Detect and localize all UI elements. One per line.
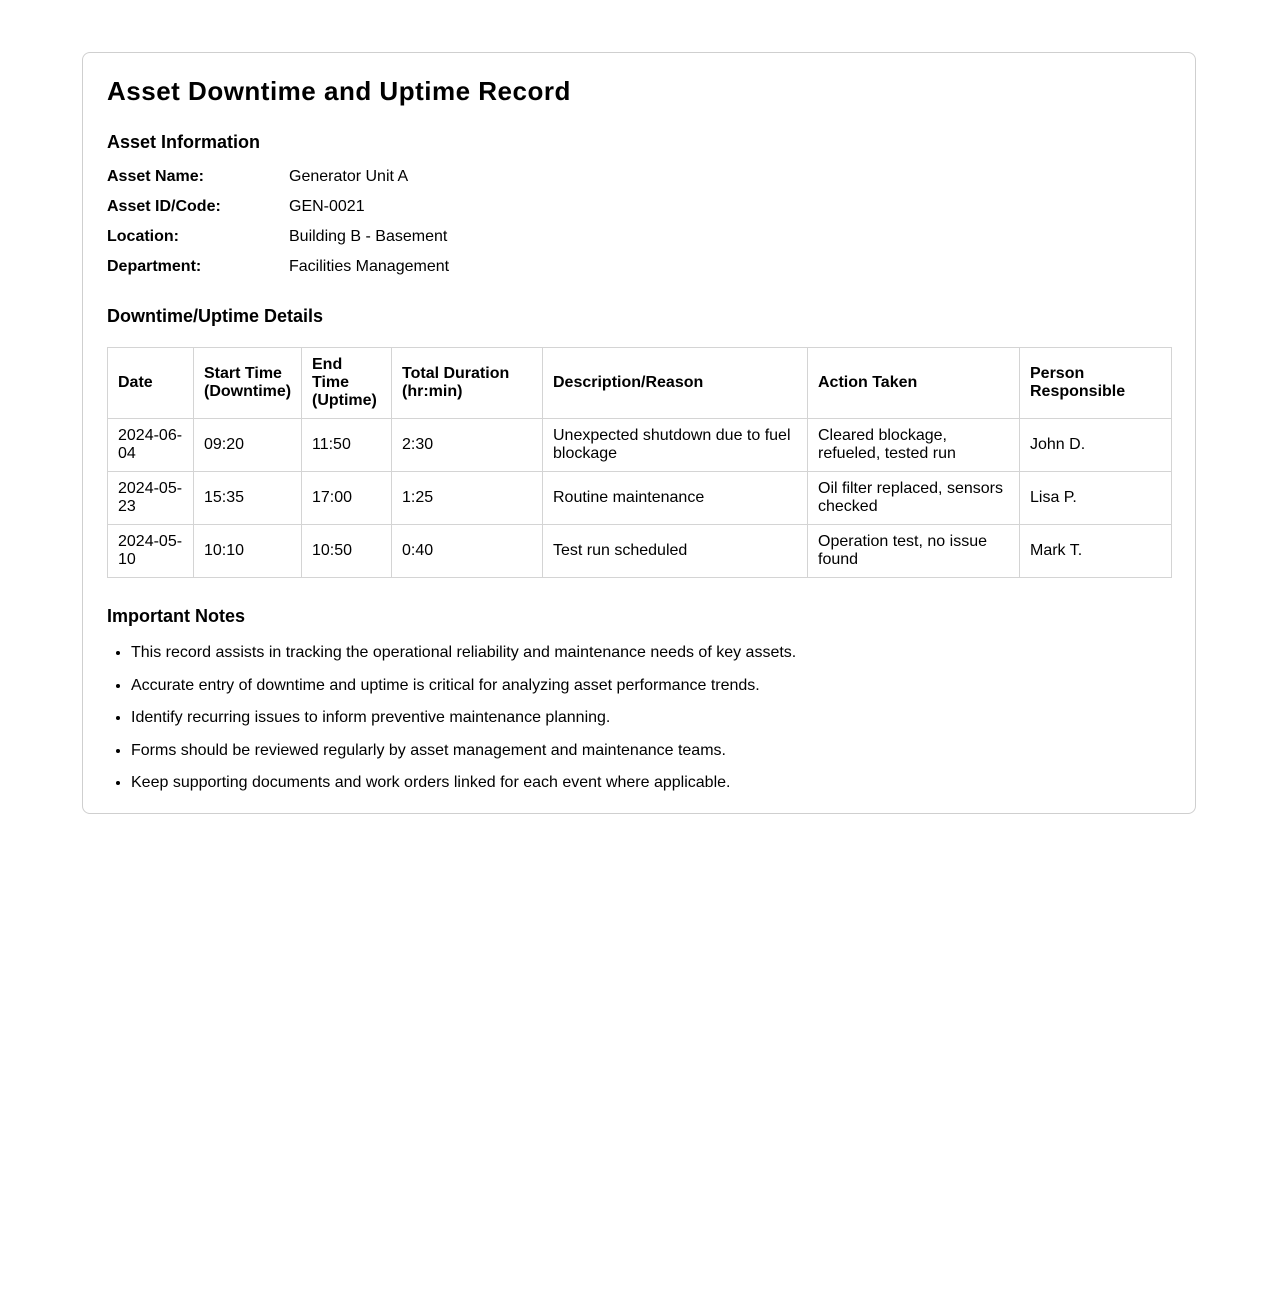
- downtime-table: [107, 347, 1172, 578]
- cell-person: Mark T.: [1020, 525, 1172, 578]
- notes-list: [107, 643, 1171, 793]
- note-item: • Forms should be reviewed regularly by asset management and maintenance teams.: [131, 741, 1171, 761]
- table-header-row: [108, 348, 1172, 419]
- asset-info-row: [107, 197, 1171, 227]
- cell-date: 2024-06-04: [108, 419, 194, 472]
- cell-action: Oil filter replaced, sensors checked: [808, 472, 1020, 525]
- record-card: [82, 52, 1196, 814]
- column-header-person: Person Responsible: [1020, 348, 1172, 419]
- table-row: [108, 525, 1172, 578]
- cell-start-time: 15:35: [194, 472, 302, 525]
- cell-duration: 1:25: [392, 472, 543, 525]
- cell-date: 2024-05-10: [108, 525, 194, 578]
- cell-person: Lisa P.: [1020, 472, 1172, 525]
- note-item: • Keep supporting documents and work orders linked for each event where applicable.: [131, 773, 1171, 793]
- asset-info-row: [107, 257, 1171, 287]
- table-row: [108, 472, 1172, 525]
- asset-name-label: Asset Name:: [107, 168, 204, 185]
- cell-action: Cleared blockage, refueled, tested run: [808, 419, 1020, 472]
- cell-start-time: 09:20: [194, 419, 302, 472]
- department-label: Department:: [107, 258, 202, 275]
- cell-end-time: 10:50: [302, 525, 392, 578]
- cell-end-time: 11:50: [302, 419, 392, 472]
- asset-id-label: Asset ID/Code:: [107, 198, 221, 215]
- column-header-description: Description/Reason: [543, 348, 808, 419]
- cell-start-time: 10:10: [194, 525, 302, 578]
- location-label: Location:: [107, 228, 179, 245]
- asset-info-heading: Asset Information: [107, 132, 261, 152]
- column-header-end-time: End Time (Uptime): [302, 348, 392, 419]
- cell-action: Operation test, no issue found: [808, 525, 1020, 578]
- cell-description: Test run scheduled: [543, 525, 808, 578]
- cell-duration: 2:30: [392, 419, 543, 472]
- cell-description: Unexpected shutdown due to fuel blockage: [543, 419, 808, 472]
- department-value: Facilities Management: [289, 258, 450, 275]
- asset-info-row: [107, 227, 1171, 257]
- asset-name-value: Generator Unit A: [289, 168, 409, 185]
- column-header-duration: Total Duration (hr:min): [392, 348, 543, 419]
- asset-info-row: [107, 167, 1171, 197]
- cell-person: John D.: [1020, 419, 1172, 472]
- page-title: Asset Downtime and Uptime Record: [107, 76, 571, 106]
- note-item: • This record assists in tracking the operational reliability and maintenance needs of key assets.: [131, 643, 1171, 663]
- cell-duration: 0:40: [392, 525, 543, 578]
- asset-info-list: [107, 167, 1171, 287]
- note-item: • Accurate entry of downtime and uptime is critical for analyzing asset performance trends.: [131, 676, 1171, 696]
- details-heading: Downtime/Uptime Details: [107, 306, 324, 326]
- note-item: • Identify recurring issues to inform preventive maintenance planning.: [131, 708, 1171, 728]
- column-header-start-time: Start Time (Downtime): [194, 348, 302, 419]
- cell-date: 2024-05-23: [108, 472, 194, 525]
- column-header-action: Action Taken: [808, 348, 1020, 419]
- asset-id-value: GEN-0021: [289, 198, 365, 215]
- column-header-date: Date: [108, 348, 194, 419]
- cell-description: Routine maintenance: [543, 472, 808, 525]
- cell-end-time: 17:00: [302, 472, 392, 525]
- location-value: Building B - Basement: [289, 228, 448, 245]
- notes-heading: Important Notes: [107, 606, 246, 626]
- table-row: [108, 419, 1172, 472]
